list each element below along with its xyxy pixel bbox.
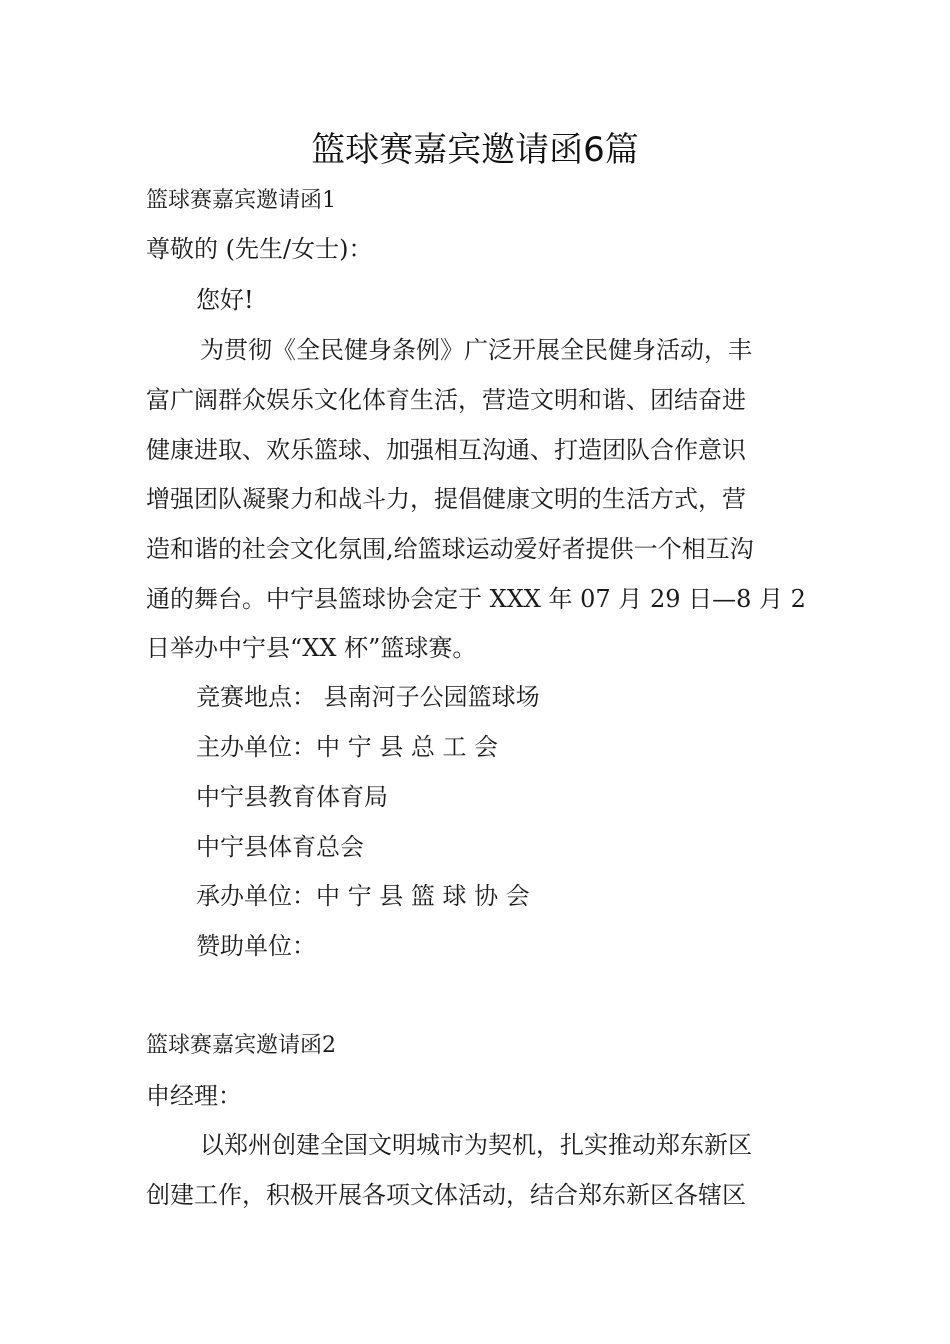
letter1-heading: 篮球赛嘉宾邀请函1 — [146, 188, 336, 213]
letter2-body-line: 创建工作，积极开展各项文体活动，结合郑东新区各辖区 — [146, 1181, 746, 1209]
organizer-line-2: 中宁县教育体育局 — [196, 783, 388, 811]
letter1-salutation: 尊敬的 (先生/女士)： — [146, 235, 373, 263]
organizer-line-3: 中宁县体育总会 — [196, 833, 364, 861]
host-line: 承办单位：中 宁 县 篮 球 协 会 — [196, 882, 530, 910]
letter1-body-line: 健康进取、欢乐篮球、加强相互沟通、打造团队合作意识 — [146, 436, 746, 464]
letter2-heading: 篮球赛嘉宾邀请函2 — [146, 1033, 336, 1058]
letter1-body-line: 造和谐的社会文化氛围,给篮球运动爱好者提供一个相互沟 — [146, 535, 754, 563]
sponsor-line: 赞助单位： — [196, 932, 316, 960]
letter1-body-line: 日举办中宁县“XX 杯”篮球赛。 — [146, 634, 477, 662]
letter1-body-line: 富广阔群众娱乐文化体育生活，营造文明和谐、团结奋进 — [146, 386, 746, 414]
venue-line: 竞赛地点： 县南河子公园篮球场 — [196, 683, 540, 711]
letter2-body-line: 以郑州创建全国文明城市为契机，扎实推动郑东新区 — [200, 1131, 752, 1159]
letter1-body-line: 增强团队凝聚力和战斗力，提倡健康文明的生活方式，营 — [146, 485, 746, 513]
document-title: 篮球赛嘉宾邀请函6篇 — [311, 130, 639, 170]
letter1-greeting: 您好! — [196, 286, 254, 314]
organizer-line: 主办单位：中 宁 县 总 工 会 — [196, 733, 499, 761]
letter2-salutation: 申经理： — [146, 1082, 242, 1110]
letter1-body-line: 通的舞台。中宁县篮球协会定于 XXX 年 07 月 29 日—8 月 2 — [146, 585, 806, 613]
letter1-body-line: 为贯彻《全民健身条例》广泛开展全民健身活动，丰 — [200, 336, 752, 364]
